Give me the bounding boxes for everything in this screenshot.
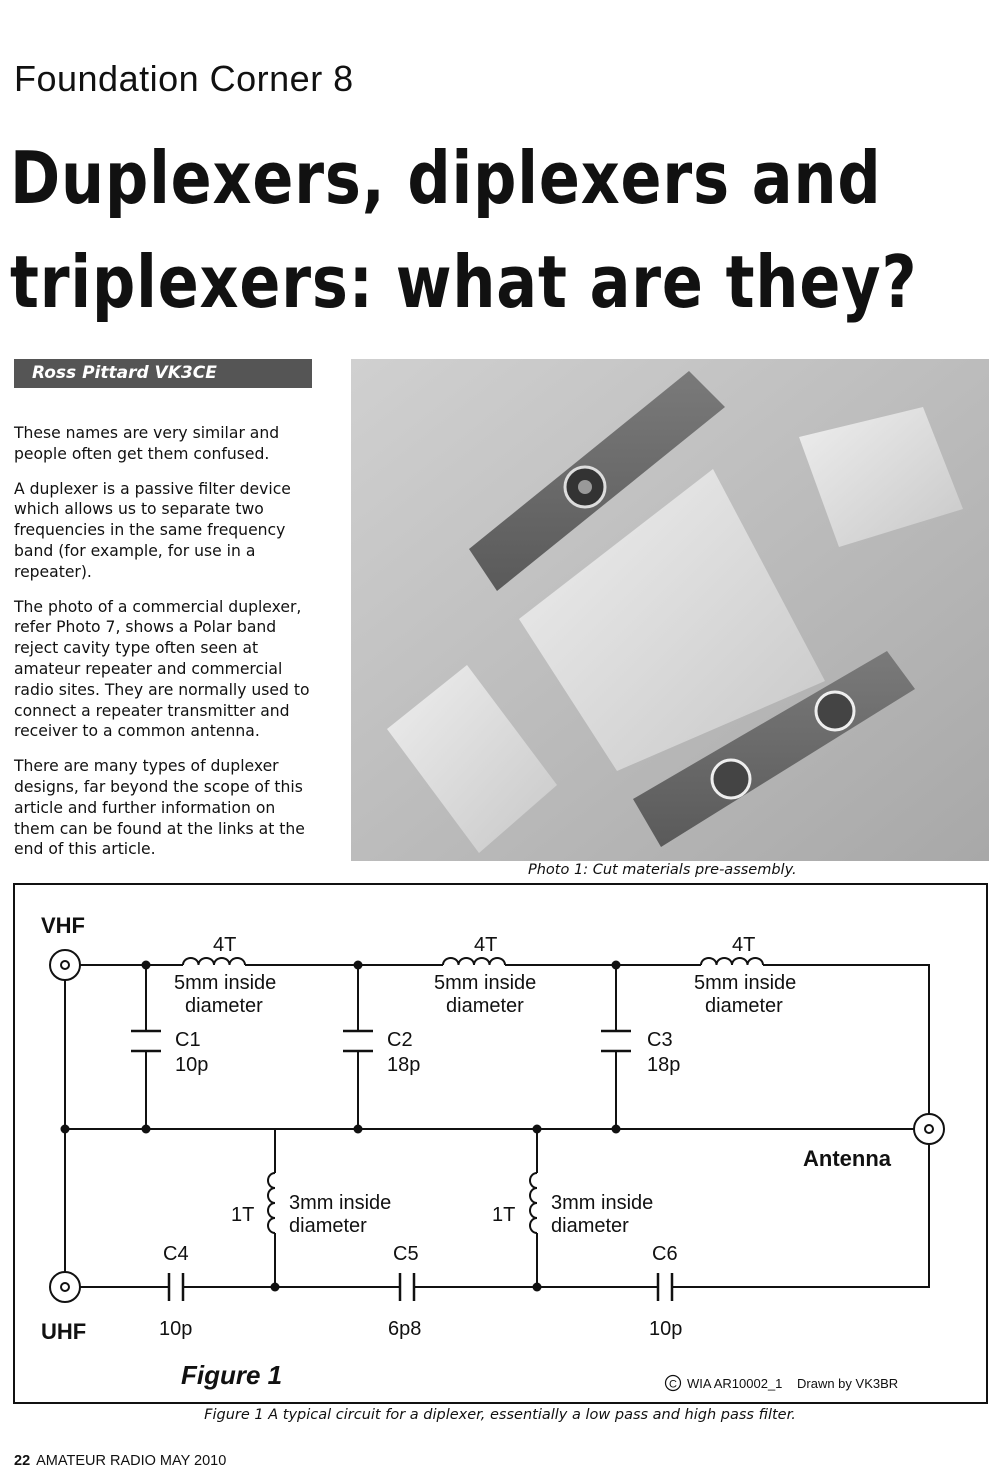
junction-dot: [142, 1125, 151, 1134]
capacitor-c2: [343, 1031, 373, 1051]
l1-size: 5mm inside: [174, 972, 277, 994]
publication-name: AMATEUR RADIO MAY 2010: [36, 1453, 227, 1469]
l5-size: 3mm inside: [551, 1192, 654, 1214]
junction-dot: [612, 1125, 621, 1134]
inductor-l3: [701, 958, 763, 965]
circuit-diagram: [13, 883, 988, 1404]
copyright-symbol-letter: C: [669, 1378, 677, 1391]
figure-caption: Figure 1 A typical circuit for a diplexer, essentially a low pass and high pass filter.: [204, 1407, 796, 1423]
uhf-connector-pin: [61, 1283, 69, 1291]
article-body: [14, 423, 314, 874]
inductor-l4: [268, 1173, 275, 1233]
antenna-connector: [914, 1114, 944, 1144]
connector-top-inner: [578, 480, 592, 494]
antenna-connector-pin: [925, 1125, 933, 1133]
c4-name: C4: [163, 1243, 189, 1265]
series-title: Foundation Corner 8: [14, 58, 354, 99]
l1-size: diameter: [185, 995, 263, 1017]
vhf-connector: [50, 950, 80, 980]
wire-common-rail: [65, 980, 914, 1272]
c5-value: 6p8: [388, 1318, 422, 1340]
photo-caption: Photo 1: Cut materials pre-assembly.: [528, 862, 797, 878]
l5-turns: 1T: [492, 1204, 516, 1226]
headline-line-2: triplexers: what are they?: [10, 240, 918, 324]
uhf-connector: [50, 1272, 80, 1302]
capacitor-c5: [400, 1273, 414, 1301]
c2-value: 18p: [387, 1054, 421, 1076]
junction-dot: [142, 961, 151, 970]
connector-bottom-left: [712, 760, 750, 798]
inductor-l1: [183, 958, 245, 965]
author-byline: Ross Pittard VK3CE: [14, 359, 312, 388]
capacitor-c1: [131, 1031, 161, 1051]
c4-value: 10p: [159, 1318, 193, 1340]
vhf-label: VHF: [41, 913, 85, 938]
figure-title: Figure 1: [181, 1360, 283, 1390]
page-footer: [14, 1453, 226, 1469]
paragraph: These names are very similar and people often get them confused.: [14, 424, 280, 463]
c1-value: 10p: [175, 1054, 209, 1076]
antenna-label: Antenna: [803, 1146, 891, 1171]
junction-dot: [354, 1125, 363, 1134]
junction-dot: [612, 961, 621, 970]
headline-line-1: Duplexers, diplexers and: [10, 136, 882, 220]
capacitor-c6: [658, 1273, 672, 1301]
junction-dot: [533, 1283, 542, 1292]
l4-size: diameter: [289, 1215, 367, 1237]
paragraph: The photo of a commercial duplexer, refer Photo 7, shows a Polar band reject cavity type often seen at amateur repeater and commercial radio sites. They are normally used to connect a repeater transmitter and receiver to a common antenna.: [14, 597, 310, 741]
l4-turns: 1T: [231, 1204, 255, 1226]
inductor-l5: [530, 1173, 537, 1233]
copyright-code: WIA AR10002_1: [687, 1376, 783, 1391]
c6-value: 10p: [649, 1318, 683, 1340]
capacitor-c3: [601, 1031, 631, 1051]
l2-turns: 4T: [474, 934, 498, 956]
l5-size: diameter: [551, 1215, 629, 1237]
junction-dot: [271, 1283, 280, 1292]
l3-turns: 4T: [732, 934, 756, 956]
l1-turns: 4T: [213, 934, 237, 956]
paragraph: There are many types of duplexer designs, far beyond the scope of this article and further information on them can be found at the links at the end of this article.: [14, 757, 305, 859]
c2-name: C2: [387, 1029, 413, 1051]
drawn-by: Drawn by VK3BR: [797, 1376, 899, 1391]
photo-cut-materials: [351, 359, 989, 861]
l3-size: diameter: [705, 995, 783, 1017]
inductor-l2: [443, 958, 505, 965]
c5-name: C5: [393, 1243, 419, 1265]
junction-dot: [61, 1125, 70, 1134]
l2-size: 5mm inside: [434, 972, 537, 994]
junction-dot: [354, 961, 363, 970]
uhf-label: UHF: [41, 1319, 87, 1344]
paragraph: A duplexer is a passive filter device which allows us to separate two frequencies in the same frequency band (for example, for use in a repeater).: [14, 479, 291, 581]
l2-size: diameter: [446, 995, 524, 1017]
page-number: 22: [14, 1453, 31, 1469]
l4-size: 3mm inside: [289, 1192, 392, 1214]
l3-size: 5mm inside: [694, 972, 797, 994]
capacitor-c4: [169, 1273, 183, 1301]
junction-dot: [533, 1125, 542, 1134]
connector-bottom-right: [816, 692, 854, 730]
c3-value: 18p: [647, 1054, 681, 1076]
c1-name: C1: [175, 1029, 201, 1051]
c3-name: C3: [647, 1029, 673, 1051]
vhf-connector-pin: [61, 961, 69, 969]
c6-name: C6: [652, 1243, 678, 1265]
